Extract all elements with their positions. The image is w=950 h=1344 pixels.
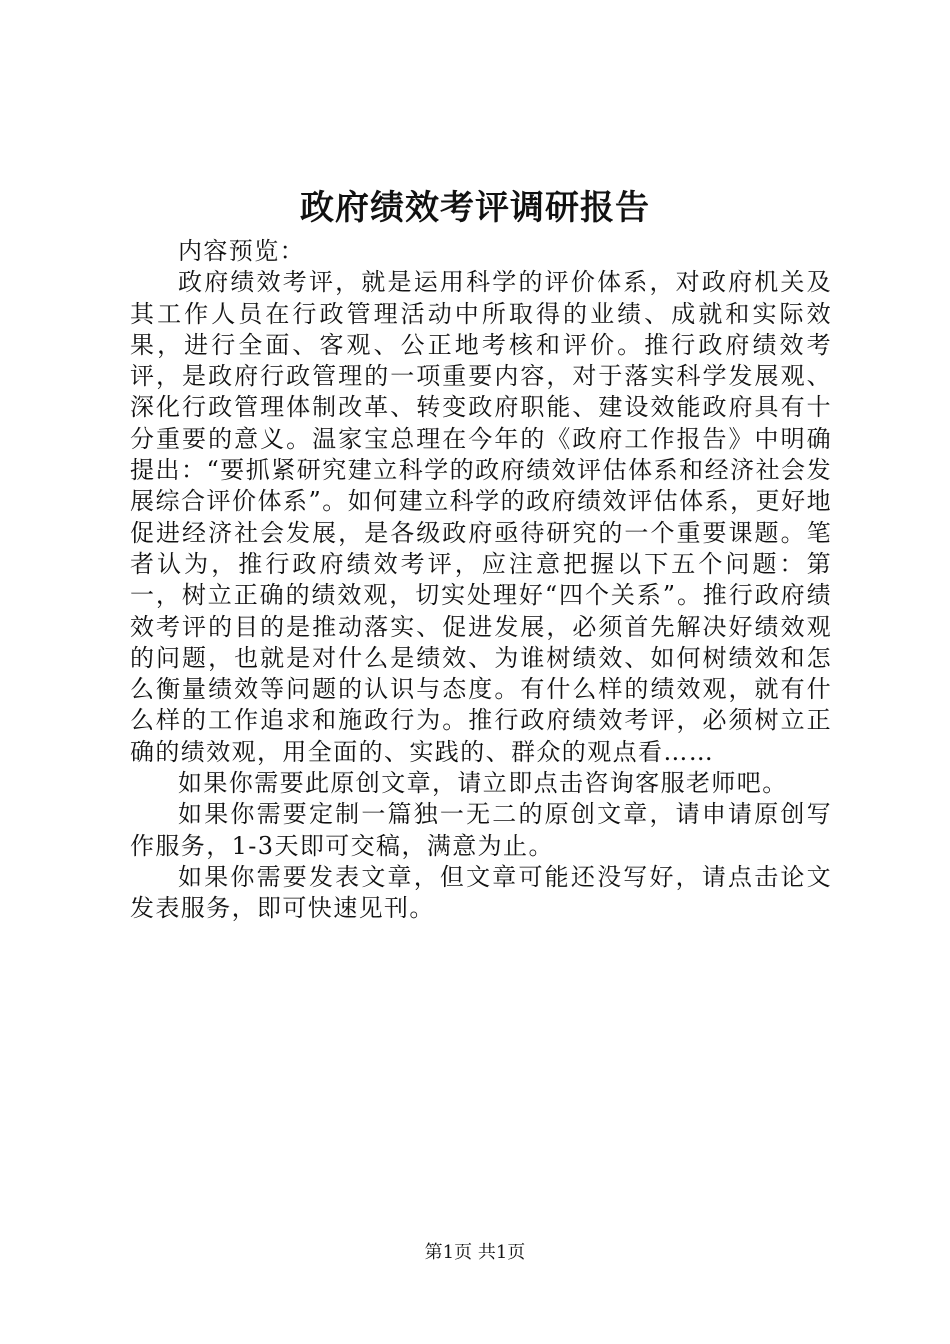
page-footer: 第1页 共1页 (424, 1242, 526, 1263)
preview-label: 内容预览： (178, 237, 305, 265)
service-paragraph-custom: 如果你需要定制一篇独一无二的原创文章，请申请原创写作服务，1-3天即可交稿，满意为止。 (130, 800, 832, 860)
document-body (130, 236, 832, 925)
service-paragraph-consult: 如果你需要此原创文章，请立即点击咨询客服老师吧。 (178, 769, 788, 798)
main-paragraph: 政府绩效考评，就是运用科学的评价体系，对政府机关及其工作人员在行政管理活动中所取得的业绩、成就和实际效果，进行全面、客观、公正地考核和评价。推行政府绩效考评，是政府行政管理的一项重要内容，对于落实科学发展观、深化行政管理体制改革、转变政府职能、建设效能政府具有十分重要的意义。温家宝总理在今年的《政府工作报告》中明确提出：“要抓紧研究建立科学的政府绩效评估体系和经济社会发展综合评价体系”。如何建立科学的政府绩效评估体系，更好地促进经济社会发展，是各级政府亟待研究的一个重要课题。笔者认为，推行政府绩效考评，应注意把握以下五个问题：第一，树立正确的绩效观，切实处理好“四个关系”。推行政府绩效考评的目的是推动落实、促进发展，必须首先解决好绩效观的问题，也就是对什么是绩效、为谁树绩效、如何树绩效和怎么衡量绩效等问题的认识与态度。有什么样的绩效观，就有什么样的工作追求和施政行为。推行政府绩效考评，必须树立正确的绩效观，用全面的、实践的、群众的观点看…… (130, 268, 832, 766)
document-title: 政府绩效考评调研报告 (300, 188, 650, 228)
service-paragraph-publish: 如果你需要发表文章，但文章可能还没写好，请点击论文发表服务，即可快速见刊。 (130, 862, 832, 923)
